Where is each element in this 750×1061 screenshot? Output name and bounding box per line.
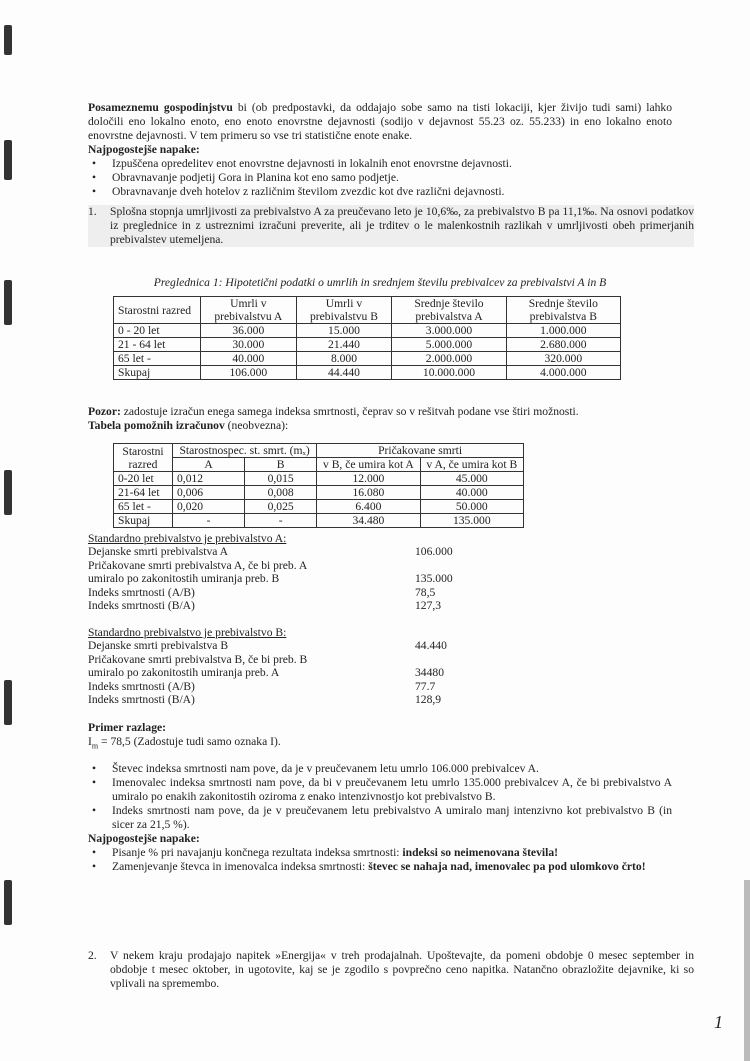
table-1: Starostni razred Umrli v prebivalstvu A Umrli v prebivalstvu B Srednje število prebivalstva A Srednje število prebivalstva B 0 - 20 let 36.000 15.000 3.000.000 1.000.000 21 - 64 let 30.000 21.440 5.000.000 2.680.000 65 let - 40.000 8.000 2.000.000 320.000 Skupaj 106.000 44.440 10.000.000 4.000.000 — [113, 296, 621, 380]
standard-b: Standardno prebivalstvo je prebivalstvo B: Dejanske smrti prebivalstva B 44.440 Pričakovane smrti prebivalstva B, če bi preb. B umiralo po zakonitostih umiranja preb. A 34480 Indeks smrtnosti (A/B) 77.7 Indeks smrtnosti (B/A) 128,9 — [88, 626, 447, 706]
table-row: 65 let - 40.000 8.000 2.000.000 320.000 — [114, 352, 621, 366]
task-1: 1. Splošna stopnja umrljivosti za prebivalstvo A za preučevano leto je 10,6‰, za prebivalstvo B pa 11,1‰. Na osnovi podatkov iz preglednice in z ustreznimi izračuni preverite, ali je trditev o le malenkostnih razlikah v umrljivosti obeh primerjanih prebivalstev utemeljena. — [88, 205, 694, 246]
table-row: Skupaj - - 34.480 135.000 — [114, 514, 524, 528]
intro-paragraph: Posameznemu gospodinjstvu bi (ob predpostavki, da oddajajo sobe samo na tisti lokaciji, kjer živijo tudi sami) lahko določili eno lokalno enoto, eno enoto enovrstne dejavnosti (sodijo v dejavnost 55.23 oz. 55.233) in eno lokalno enoto enovrstne dejavnosti. V tem primeru so vse tri statistične enote enake. — [88, 101, 672, 142]
table-row: 0 - 20 let 36.000 15.000 3.000.000 1.000.000 — [114, 324, 621, 338]
table1-caption: Preglednica 1: Hipotetični podatki o umrlih in srednjem številu prebivalcev za prebivalstvi A in B — [153, 276, 607, 289]
punch-mark — [4, 280, 12, 325]
punch-mark — [4, 680, 12, 725]
punch-mark — [4, 880, 12, 925]
errors-section-1: Najpogostejše napake: • Izpuščena opredelitev enot enovrstne dejavnosti in lokalnih enot enovrstne dejavnosti. • Obravnavanje podjetij Gora in Planina kot eno samo podjetje. • Obravnavanje dveh hotelov z različnim številom zvezdic kot dve različni dejavnosti. — [88, 143, 672, 199]
punch-mark — [4, 470, 12, 515]
punch-mark — [4, 25, 12, 55]
note: Pozor: zadostuje izračun enega samega indeksa smrtnosti, čeprav so v rešitvah podane vse štiri možnosti. Tabela pomožnih izračunov (neobvezna): — [88, 405, 579, 432]
example: Primer razlage: $I_m = 78,5$ (Zadostuje tudi samo oznaka I). — [88, 721, 281, 751]
explanations: • Števec indeksa smrtnosti nam pove, da je v preučevanem letu umrlo 106.000 prebivalcev A. • Imenovalec indeksa smrtnosti nam pove, da bi v preučevanem letu umrlo 135.000 prebivalcev A, če bi prebivalstvo A umiralo po enakih zakonitostih oziroma z enako intenzivnostjo kot prebivalstvo B. • Indeks smrtnosti nam pove, da je v preučevanem letu prebivalstvo A umiralo manj intenzivno kot prebivalstvo B (in sicer za 21,5 %). Najpogostejše napake: • Pisanje % pri navajanju končnega rezultata indeksa smrtnosti: indeksi so neimenovana števila! • Zamenjevanje števca in imenovalca indeksa smrtnosti: števec se nahaja nad, imenovalec pa pod ulomkovo črto! — [88, 762, 672, 874]
table-row: Skupaj 106.000 44.440 10.000.000 4.000.000 — [114, 366, 621, 380]
table-row: 21-64 let 0,006 0,008 16.080 40.000 — [114, 486, 524, 500]
table-row: 0-20 let 0,012 0,015 12.000 45.000 — [114, 472, 524, 486]
page-number: 1 — [714, 1012, 723, 1032]
table-row: 21 - 64 let 30.000 21.440 5.000.000 2.680.000 — [114, 338, 621, 352]
table-2: Starostni razred Starostnospec. st. smrt. (mₓ) Pričakovane smrti A B v B, če umira kot A v A, če umira kot B 0-20 let 0,012 0,015 12.000 45.000 21-64 let 0,006 0,008 16.080 40.000 65 let - 0,020 0,025 6.400 50.000 Skupaj - - 34.480 135.000 — [113, 443, 524, 528]
task-2: 2. V nekem kraju prodajajo napitek »Energija« v treh prodajalnah. Upoštevajte, da pomeni obdobje 0 mesec september in obdobje t mesec oktober, in ugotovite, kaj se je zgodilo s povprečno ceno napitka. Natančno obrazložite dejavnike, ki so vplivali na spremembo. — [88, 949, 694, 990]
punch-mark — [4, 140, 12, 180]
scan-edge — [744, 880, 750, 1061]
standard-a: Standardno prebivalstvo je prebivalstvo A: Dejanske smrti prebivalstva A 106.000 Pričakovane smrti prebivalstva A, če bi preb. A umiralo po zakonitostih umiranja preb. B 135.000 Indeks smrtnosti (A/B) 78,5 Indeks smrtnosti (B/A) 127,3 — [88, 532, 453, 612]
table-row: 65 let - 0,020 0,025 6.400 50.000 — [114, 500, 524, 514]
